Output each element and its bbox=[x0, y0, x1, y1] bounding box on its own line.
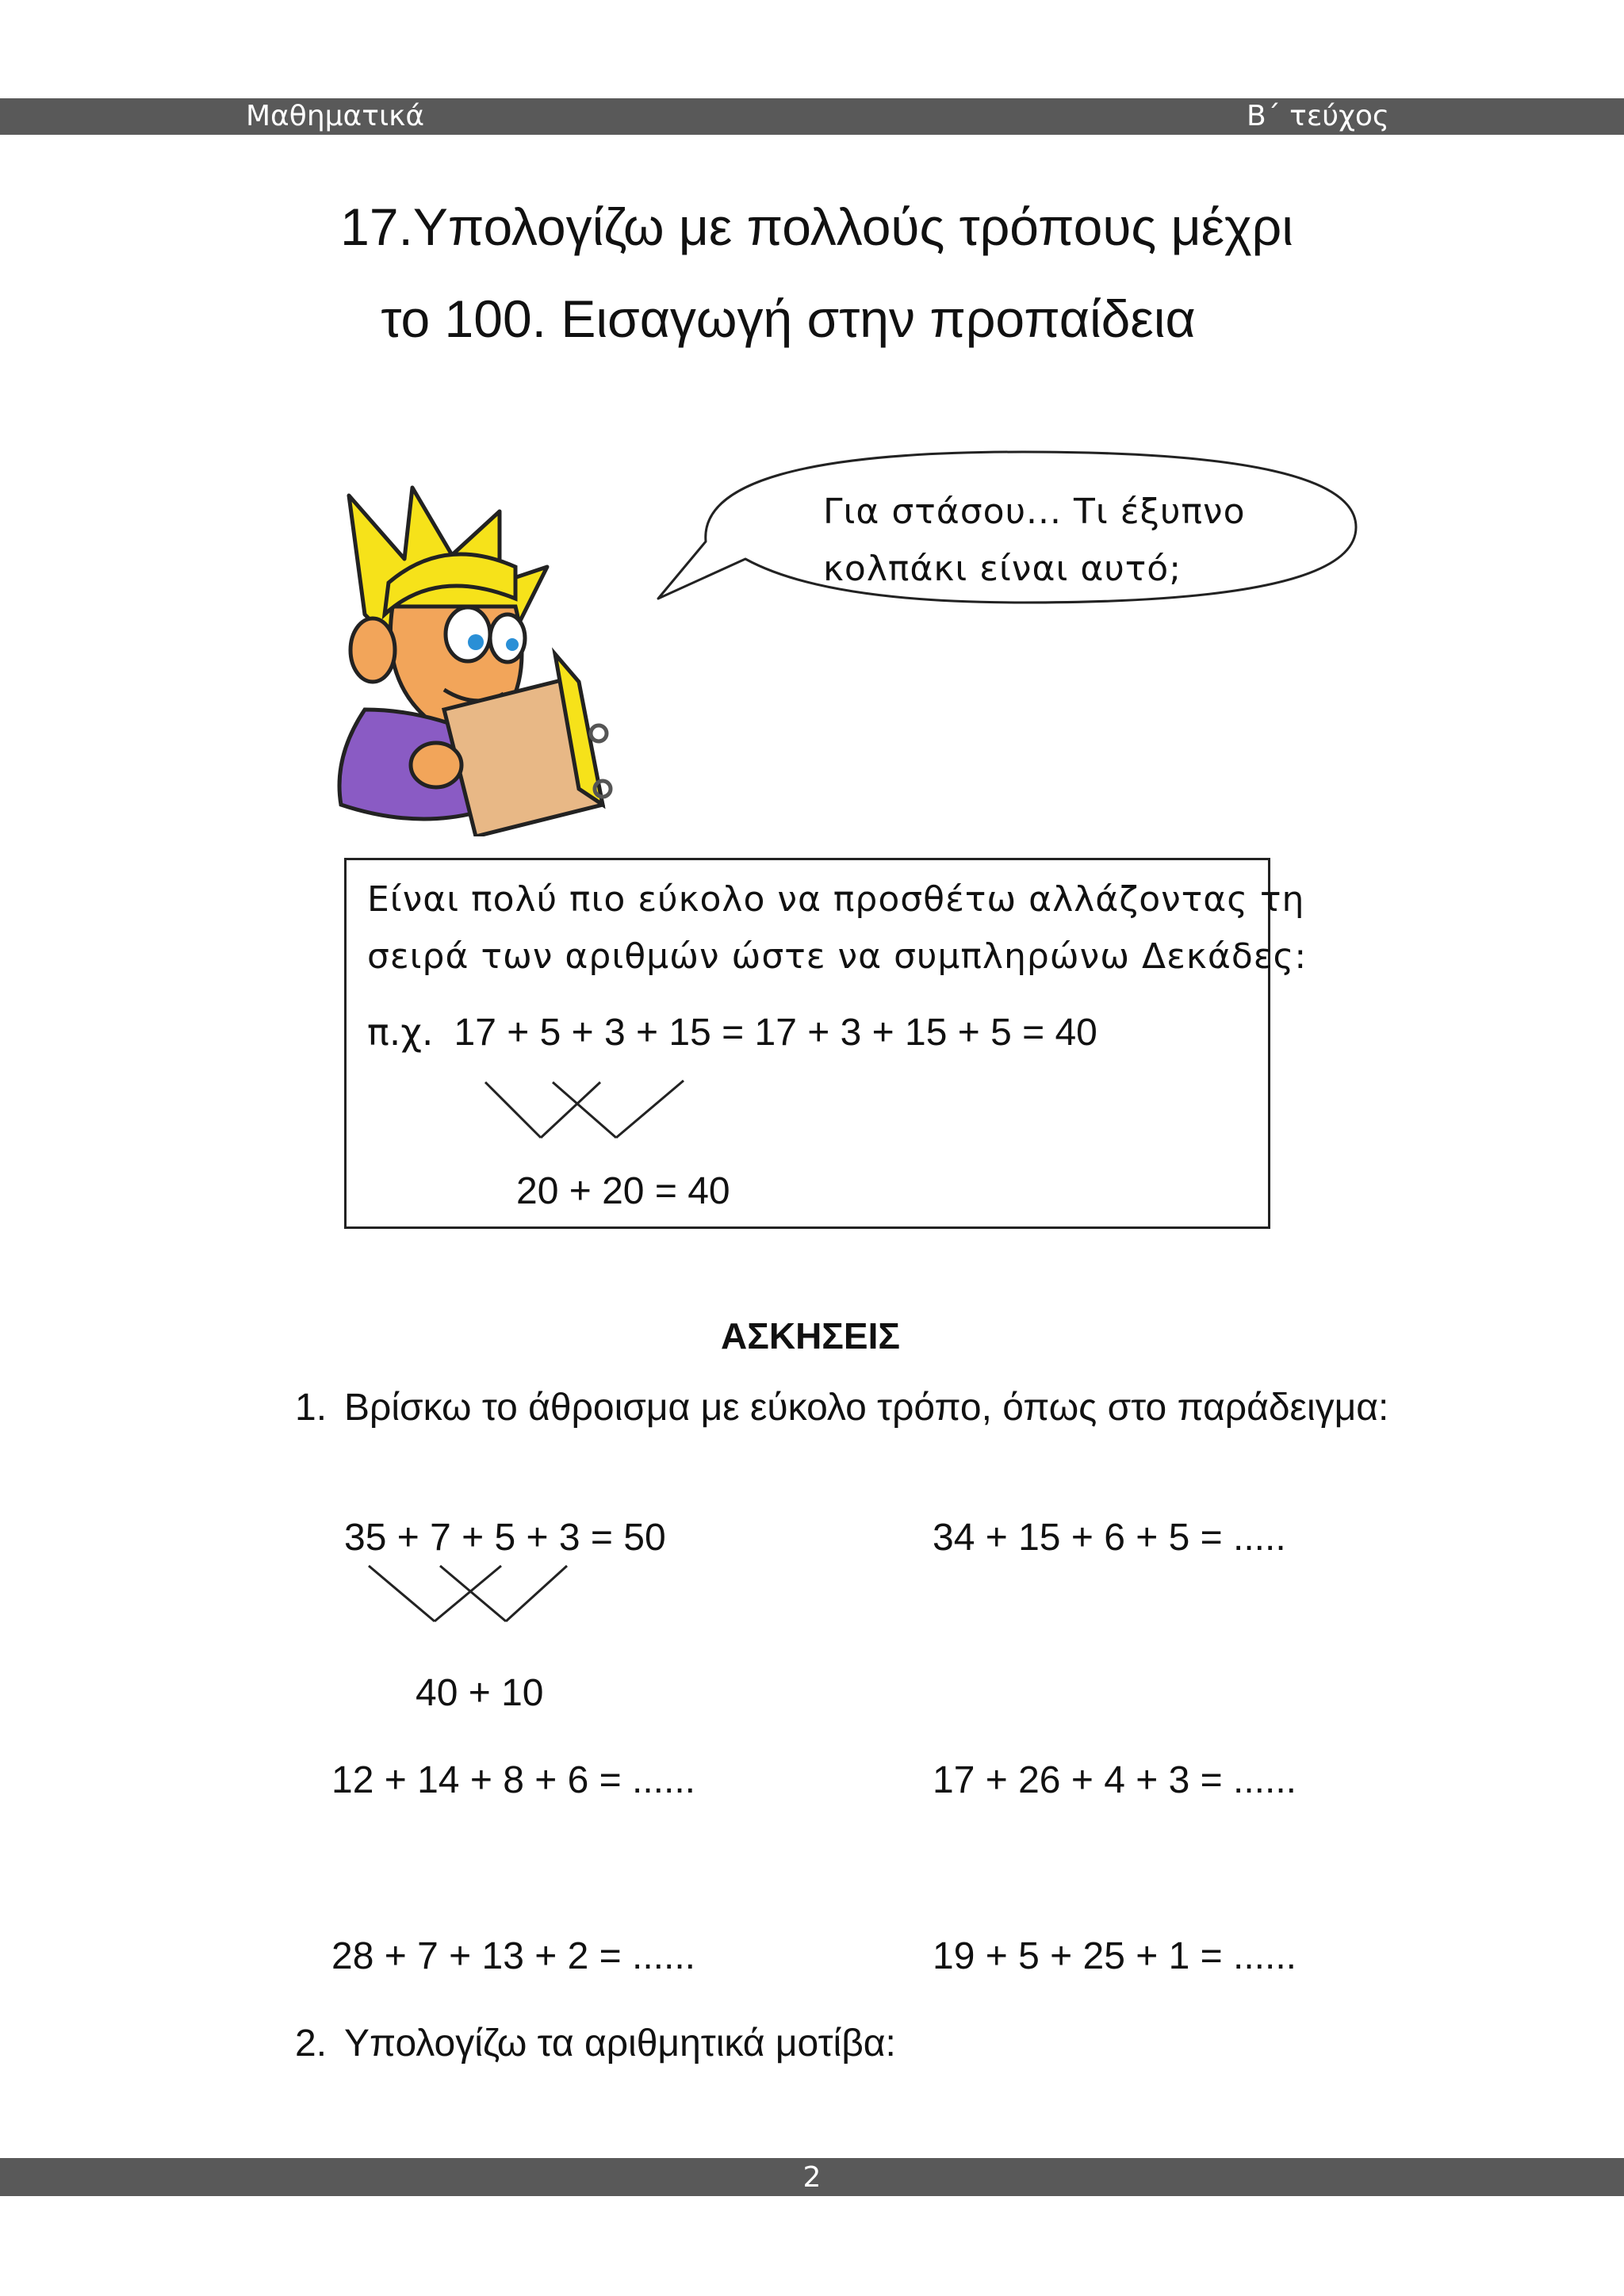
exercise-1-text: Βρίσκω το άθροισμα με εύκολο τρόπο, όπως στο παράδειγμα: bbox=[344, 1387, 1389, 1429]
page-number: 2 bbox=[802, 2161, 822, 2194]
page-title-line-1: 17.Υπολογίζω με πολλούς τρόπους μέχρι bbox=[340, 197, 1293, 256]
pairing-lines bbox=[477, 1074, 715, 1146]
tip-box bbox=[344, 858, 1308, 1229]
tip-example-result: 20 + 20 = 40 bbox=[516, 1170, 730, 1212]
exercise-2-number: 2. bbox=[295, 2022, 327, 2064]
speech-bubble-text bbox=[823, 484, 1331, 598]
header-issue: Β΄ τεύχος bbox=[1247, 100, 1390, 132]
exercise-item[interactable]: 19 + 5 + 25 + 1 = ...... bbox=[933, 1935, 1297, 1977]
exercise-1-instruction bbox=[295, 1386, 1388, 1429]
speech-bubble-line-2: κολπάκι είναι αυτό; bbox=[823, 549, 1182, 589]
header-bar bbox=[0, 98, 1624, 135]
exercise-1-number: 1. bbox=[295, 1387, 327, 1429]
header-subject: Μαθηματικά bbox=[246, 100, 425, 132]
exercises-heading: ΑΣΚΗΣΕΙΣ bbox=[721, 1315, 900, 1357]
tip-line-2: σειρά των αριθμών ώστε να συμπληρώνω Δεκάδες: bbox=[367, 936, 1308, 977]
worked-example-result: 40 + 10 bbox=[416, 1672, 544, 1714]
page-title-line-2: το 100. Εισαγωγή στην προπαίδεια bbox=[381, 289, 1196, 348]
exercise-item[interactable]: 28 + 7 + 13 + 2 = ...... bbox=[331, 1935, 695, 1977]
worked-example-equation: 35 + 7 + 5 + 3 = 50 bbox=[344, 1517, 666, 1559]
boy-reading-illustration bbox=[317, 472, 634, 836]
exercise-item[interactable]: 12 + 14 + 8 + 6 = ...... bbox=[331, 1759, 695, 1801]
exercise-item[interactable]: 17 + 26 + 4 + 3 = ...... bbox=[933, 1759, 1297, 1801]
worked-example-lines bbox=[365, 1562, 579, 1625]
exercise-2-text: Υπολογίζω τα αριθμητικά μοτίβα: bbox=[344, 2022, 896, 2064]
footer-bar bbox=[0, 2158, 1624, 2196]
tip-example bbox=[367, 1011, 1097, 1054]
exercise-2-instruction bbox=[295, 2022, 896, 2065]
tip-line-1: Είναι πολύ πιο εύκολο να προσθέτω αλλάζοντας τη bbox=[367, 879, 1305, 920]
tip-example-equation: 17 + 5 + 3 + 15 = 17 + 3 + 15 + 5 = 40 bbox=[454, 1012, 1097, 1054]
speech-bubble-line-1: Για στάσου... Τι έξυπνο bbox=[823, 492, 1246, 532]
tip-example-label: π.χ. bbox=[367, 1011, 434, 1054]
exercise-item[interactable]: 34 + 15 + 6 + 5 = ..... bbox=[933, 1517, 1286, 1559]
